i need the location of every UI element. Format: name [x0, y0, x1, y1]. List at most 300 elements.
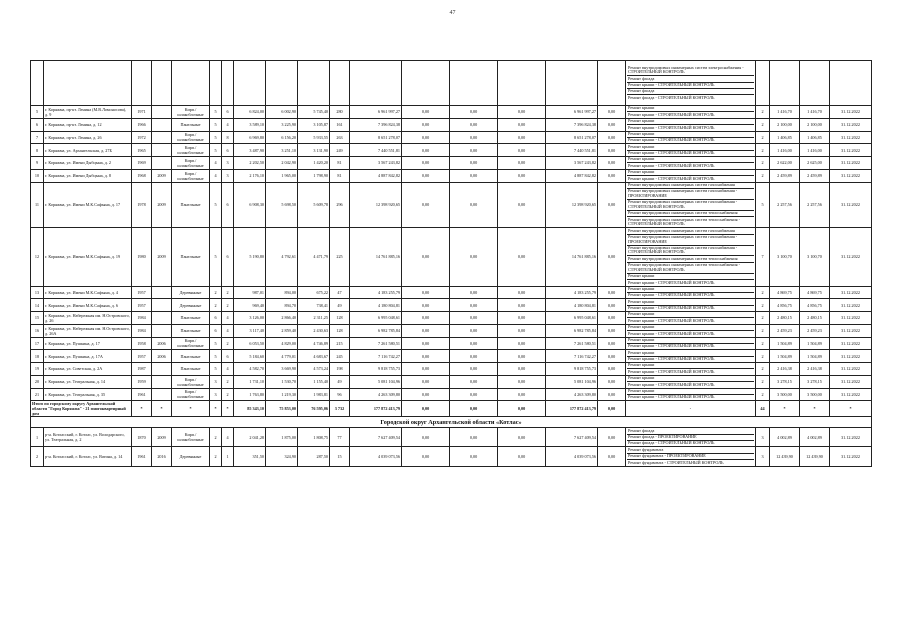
work-count-cell: 5: [756, 182, 770, 228]
entrances-cell: 3: [222, 169, 234, 182]
page-number: 47: [449, 10, 456, 16]
local-funds-cell: 0,00: [498, 324, 546, 337]
floors-cell: 5: [210, 350, 222, 363]
total-cost-cell: 4 263 309,80: [350, 388, 402, 401]
work-count-cell: 2: [756, 388, 770, 401]
other-funds-cell: 0,00: [598, 169, 626, 182]
max-unit-cost-cell: 4 856,75: [800, 299, 830, 312]
other-funds-cell: 0,00: [598, 324, 626, 337]
work-types-cell: [626, 131, 756, 144]
entrances-cell: 6: [222, 228, 234, 286]
work-item: Ремонт крыши: [627, 312, 754, 318]
deadline-cell: 31.12.2022: [830, 106, 872, 119]
living-area-cell: 894,70: [266, 299, 298, 312]
table-row: [31, 363, 872, 376]
table-row: [31, 182, 872, 228]
local-funds-cell: 0,00: [498, 375, 546, 388]
living-area-cell: 3 669,90: [266, 363, 298, 376]
work-item: Ремонт внутридомовых инженерных систем теплоснабжения: [627, 211, 754, 217]
entrances-cell: 2: [222, 375, 234, 388]
owner-funds-cell: 4 263 309,80: [546, 388, 598, 401]
wall-material-cell: Кирп./шлакоблочные: [172, 106, 210, 119]
owned-area-cell: 2 311,25: [298, 312, 330, 325]
last-repair-year-cell: [152, 286, 172, 299]
entrances-cell: 2: [222, 337, 234, 350]
last-repair-year-cell: [152, 312, 172, 325]
work-item: Ремонт внутридомовых инженерных систем газоснабжения: [627, 183, 754, 189]
residents-cell: 215: [330, 337, 350, 350]
address-cell: г. Коряжма, пр-кт. Ленина (М.В.Ломоносова), д. 9: [44, 106, 132, 119]
work-item: Ремонт крыши: [627, 132, 754, 138]
housing-repair-register-table: [30, 60, 872, 467]
other-funds-cell: 0,00: [598, 299, 626, 312]
federal-funds-cell: 0,00: [402, 350, 450, 363]
floors-cell: 3: [210, 375, 222, 388]
star-cell: *: [800, 401, 830, 417]
entrances-cell: 1: [222, 447, 234, 466]
last-repair-year-cell: [152, 106, 172, 119]
unit-cost-cell: 1 504,89: [770, 337, 800, 350]
address-cell: г. Коряжма, ул. Имени М.К.Сафьяна, д. 19: [44, 228, 132, 286]
table-row: [31, 106, 872, 119]
local-funds-cell: 0,00: [498, 157, 546, 170]
deadline-cell: 31.12.2022: [830, 363, 872, 376]
local-funds-cell: 0,00: [498, 131, 546, 144]
unit-cost-cell: 1 406,85: [770, 131, 800, 144]
regional-funds-cell: 0,00: [450, 388, 498, 401]
owned-area-cell: 4 573,24: [298, 363, 330, 376]
federal-funds-cell: 0,00: [402, 106, 450, 119]
owned-area-cell: 3 105,87: [298, 118, 330, 131]
floors-cell: 6: [210, 324, 222, 337]
living-area-cell: 324,90: [266, 447, 298, 466]
commission-year-cell: 1961: [132, 388, 152, 401]
last-repair-year-cell: [152, 388, 172, 401]
total-cost-cell: 6 995 048,61: [350, 312, 402, 325]
entrances-cell: 4: [222, 363, 234, 376]
federal-funds-cell: 0,00: [402, 375, 450, 388]
federal-funds-cell: 0,00: [402, 144, 450, 157]
owner-funds-cell: 4 183 255,79: [546, 286, 598, 299]
regional-funds-cell: 0,00: [450, 312, 498, 325]
floors-cell: 5: [210, 363, 222, 376]
regional-funds-cell: 0,00: [450, 286, 498, 299]
entrances-cell: 4: [222, 312, 234, 325]
owner-funds-cell: 7 396 824,38: [546, 118, 598, 131]
living-area-cell: 3 251,10: [266, 144, 298, 157]
owner-funds-cell: 6 995 048,61: [546, 312, 598, 325]
owner-funds-cell: 7 440 551,81: [546, 144, 598, 157]
owner-funds-cell: 8 651 278,07: [546, 131, 598, 144]
floors-cell: 5: [210, 106, 222, 119]
work-item: Ремонт крыши: [627, 144, 754, 150]
work-types-cell: [626, 447, 756, 466]
total-area-cell: 3 487,90: [234, 144, 266, 157]
max-unit-cost-cell: 4 002,89: [800, 428, 830, 447]
work-types-cell: [626, 299, 756, 312]
total-area-cell: 5 184,60: [234, 350, 266, 363]
living-area-cell: 2 866,40: [266, 312, 298, 325]
living-area-cell: 4 829,00: [266, 337, 298, 350]
living-area-cell: 5 698,50: [266, 182, 298, 228]
federal-funds-cell: 0,00: [402, 388, 450, 401]
floors-cell: 4: [210, 169, 222, 182]
regional-funds-cell: 0,00: [450, 363, 498, 376]
other-funds-cell: 0,00: [598, 312, 626, 325]
total-budget-cell: 0,00: [450, 401, 498, 417]
local-funds-cell: 0,00: [498, 428, 546, 447]
living-area-cell: 4 792,61: [266, 228, 298, 286]
owner-funds-cell: 7 627 409,54: [546, 428, 598, 447]
other-funds-cell: 0,00: [598, 388, 626, 401]
total-area-cell: 1 731,10: [234, 375, 266, 388]
total-works-dash: -: [626, 401, 756, 417]
local-funds-cell: 0,00: [498, 118, 546, 131]
table-row: [31, 388, 872, 401]
federal-funds-cell: 0,00: [402, 337, 450, 350]
work-count-cell: 2: [756, 286, 770, 299]
work-item: Ремонт крыши - СТРОИТЕЛЬНЫЙ КОНТРОЛЬ: [628, 150, 715, 156]
residents-cell: 280: [330, 106, 350, 119]
commission-year-cell: 1978: [132, 182, 152, 228]
work-item: Ремонт крыши: [627, 106, 754, 112]
row-number-cell: 20: [31, 375, 44, 388]
local-funds-cell: 0,00: [498, 106, 546, 119]
unit-cost-cell: 3 100,70: [770, 228, 800, 286]
other-funds-cell: 0,00: [598, 350, 626, 363]
deadline-cell: 31.12.2022: [830, 428, 872, 447]
commission-year-cell: 1968: [132, 169, 152, 182]
total-cost-cell: 7 396 824,38: [350, 118, 402, 131]
work-item: Ремонт крыши - СТРОИТЕЛЬНЫЙ КОНТРОЛЬ: [628, 368, 715, 374]
unit-cost-cell: 2 459,23: [770, 324, 800, 337]
commission-year-cell: 1961: [132, 447, 152, 466]
residents-cell: 296: [330, 182, 350, 228]
entrances-cell: 4: [222, 324, 234, 337]
total-cost-cell: 7 627 409,54: [350, 428, 402, 447]
work-item: Ремонт внутридомовых инженерных систем газоснабжения - СТРОИТЕЛЬНЫЙ КОНТРОЛЬ: [627, 200, 754, 211]
max-unit-cost-cell: 1 406,85: [800, 131, 830, 144]
federal-funds-cell: 0,00: [402, 182, 450, 228]
local-funds-cell: 0,00: [498, 312, 546, 325]
wall-material-cell: Кирп./шлакоблочные: [172, 375, 210, 388]
deadline-cell: 31.12.2022: [830, 375, 872, 388]
row-number-cell: 16: [31, 324, 44, 337]
work-item: Ремонт фасада - ПРОЕКТИРОВАНИЕ: [627, 435, 754, 441]
total-area-cell: 351,50: [234, 447, 266, 466]
wall-material-cell: Панельные: [172, 324, 210, 337]
commission-year-cell: 1987: [132, 363, 152, 376]
wall-material-cell: Кирп./шлакоблочные: [172, 388, 210, 401]
regional-funds-cell: 0,00: [450, 350, 498, 363]
work-item: Ремонт крыши: [627, 363, 754, 369]
entrances-cell: 6: [222, 106, 234, 119]
work-count-cell: 2: [756, 299, 770, 312]
work-item: Ремонт крыши - СТРОИТЕЛЬНЫЙ КОНТРОЛЬ: [628, 292, 715, 298]
last-repair-year-cell: [152, 375, 172, 388]
total-area-cell: 2 202,50: [234, 157, 266, 170]
last-repair-year-cell: [152, 324, 172, 337]
row-number-cell: 5: [31, 106, 44, 119]
unit-cost-cell: 4 869,75: [770, 286, 800, 299]
address-cell: р-н. Котласский, г. Котлас, ул. Ватина, д. 14: [44, 447, 132, 466]
owner-funds-cell: 12 398 920,65: [546, 182, 598, 228]
total-cost-cell: 5 081 104,96: [350, 375, 402, 388]
owner-funds-cell: 9 818 755,73: [546, 363, 598, 376]
work-item: Ремонт фасада - СТРОИТЕЛЬНЫЙ КОНТРОЛЬ: [628, 440, 715, 446]
address-cell: г. Коряжма, ул. Имени М.К.Сафьяна, д. 4: [44, 286, 132, 299]
address-cell: г. Коряжма, пр-кт. Ленина, д. 12: [44, 118, 132, 131]
max-unit-cost-cell: 4 869,75: [800, 286, 830, 299]
unit-cost-cell: 4 856,75: [770, 299, 800, 312]
total-area-cell: 2 176,10: [234, 169, 266, 182]
work-item: Ремонт внутридомовых инженерных систем теплоснабжения - СТРОИТЕЛЬНЫЙ КОНТРОЛЬ: [627, 263, 754, 274]
floors-cell: 6: [210, 312, 222, 325]
wall-material-cell: Кирп./шлакоблочные: [172, 157, 210, 170]
regional-funds-cell: 0,00: [450, 324, 498, 337]
work-item: Ремонт фасада: [627, 428, 754, 434]
regional-funds-cell: 0,00: [450, 157, 498, 170]
table-row: [31, 428, 872, 447]
residents-cell: 81: [330, 157, 350, 170]
address-cell: г. Коряжма, ул. Имени Дыбцына, д. 8: [44, 169, 132, 182]
regional-funds-cell: 0,00: [450, 118, 498, 131]
address-cell: г. Коряжма, ул. Пушкина, д. 17: [44, 337, 132, 350]
table-row: [31, 118, 872, 131]
last-repair-year-cell: 2016: [152, 447, 172, 466]
total-cost-cell: 4 039 073,56: [350, 447, 402, 466]
total-cost-cell: 14 761 885,16: [350, 228, 402, 286]
floors-cell: 5: [210, 118, 222, 131]
owned-area-cell: 3 131,90: [298, 144, 330, 157]
total-residents: 3 732: [330, 401, 350, 417]
address-cell: г. Коряжма, ул. Имени М.К.Сафьяна, д. 17: [44, 182, 132, 228]
regional-funds-cell: 0,00: [450, 375, 498, 388]
row-number-cell: 12: [31, 228, 44, 286]
table-row: [31, 350, 872, 363]
owned-area-cell: 1 798,90: [298, 169, 330, 182]
work-item: Ремонт внутридомовых инженерных систем теплоснабжения: [627, 256, 754, 262]
work-types-cell: [626, 182, 756, 228]
total-area-cell: 4 582,70: [234, 363, 266, 376]
unit-cost-cell: 2 100,00: [770, 118, 800, 131]
work-types-cell: [626, 350, 756, 363]
table-row: [31, 324, 872, 337]
work-count-cell: 2: [756, 131, 770, 144]
row-number-cell: 6: [31, 118, 44, 131]
residents-cell: 128: [330, 324, 350, 337]
total-area-cell: 3 589,10: [234, 118, 266, 131]
table-row: [31, 299, 872, 312]
commission-year-cell: 1971: [132, 106, 152, 119]
federal-funds-cell: 0,00: [402, 428, 450, 447]
row-number-cell: 10: [31, 169, 44, 182]
max-unit-cost-cell: 2 257,56: [800, 182, 830, 228]
owned-area-cell: 4 746,89: [298, 337, 330, 350]
commission-year-cell: 1958: [132, 337, 152, 350]
work-types-cell: [626, 61, 756, 106]
max-unit-cost-cell: 2 625,00: [800, 157, 830, 170]
living-area-cell: 3 225,90: [266, 118, 298, 131]
federal-funds-cell: 0,00: [402, 286, 450, 299]
work-item: Ремонт крыши: [627, 376, 754, 382]
wall-material-cell: Панельные: [172, 118, 210, 131]
regional-funds-cell: 0,00: [450, 428, 498, 447]
commission-year-cell: 1980: [132, 228, 152, 286]
star-cell: *: [210, 401, 222, 417]
total-cost-cell: 6 982 785,84: [350, 324, 402, 337]
total-area-cell: 987,01: [234, 286, 266, 299]
regional-funds-cell: 0,00: [450, 182, 498, 228]
federal-funds-cell: 0,00: [402, 447, 450, 466]
total-cost-cell: 7 261 580,51: [350, 337, 402, 350]
work-item: Ремонт крыши - СТРОИТЕЛЬНЫЙ КОНТРОЛЬ: [628, 330, 715, 336]
owned-area-cell: 2 430,63: [298, 324, 330, 337]
owner-funds-cell: 7 116 742,27: [546, 350, 598, 363]
entrances-cell: 8: [222, 131, 234, 144]
commission-year-cell: 1966: [132, 118, 152, 131]
work-count-cell: 2: [756, 157, 770, 170]
last-repair-year-cell: [152, 157, 172, 170]
star-cell: *: [132, 401, 152, 417]
wall-material-cell: Кирп./шлакоблочные: [172, 428, 210, 447]
total-area-cell: 75 853,00: [266, 401, 298, 417]
max-unit-cost-cell: 3 500,00: [800, 388, 830, 401]
living-area-cell: 1 965,00: [266, 169, 298, 182]
living-area-cell: 6 002,90: [266, 106, 298, 119]
federal-funds-cell: 0,00: [402, 312, 450, 325]
wall-material-cell: Кирп./шлакоблочные: [172, 169, 210, 182]
owner-funds-cell: 14 761 885,16: [546, 228, 598, 286]
floors-cell: 5: [210, 131, 222, 144]
address-cell: г. Коряжма, ул. Имени Дыбцына, д. 2: [44, 157, 132, 170]
address-cell: г. Коряжма, ул. Театральная, д. 35: [44, 388, 132, 401]
owned-area-cell: 5 609,78: [298, 182, 330, 228]
work-item: Ремонт внутридомовых инженерных систем газоснабжения - ПРОЕКТИРОВАНИЕ: [627, 235, 754, 246]
federal-funds-cell: 0,00: [402, 169, 450, 182]
owner-funds-cell: 6 961 997,27: [546, 106, 598, 119]
deadline-cell: 31.12.2022: [830, 388, 872, 401]
other-funds-cell: 0,00: [598, 363, 626, 376]
last-repair-year-cell: 2009: [152, 428, 172, 447]
total-area-cell: 6 969,80: [234, 131, 266, 144]
last-repair-year-cell: [152, 363, 172, 376]
living-area-cell: 4 779,01: [266, 350, 298, 363]
address-cell: р-н. Котласский, г. Котлас, ул. Володарского, ул. Театральная, д. 2: [44, 428, 132, 447]
other-funds-cell: 0,00: [598, 286, 626, 299]
work-count-cell: 2: [756, 106, 770, 119]
owned-area-cell: 5 745,40: [298, 106, 330, 119]
last-repair-year-cell: [152, 144, 172, 157]
owner-funds-cell: 4 180 804,81: [546, 299, 598, 312]
owned-area-cell: 5 933,55: [298, 131, 330, 144]
federal-funds-cell: 0,00: [402, 131, 450, 144]
unit-cost-cell: 12 439,90: [770, 447, 800, 466]
federal-funds-cell: 0,00: [402, 157, 450, 170]
work-item: Ремонт крыши: [627, 299, 754, 305]
floors-cell: 5: [210, 337, 222, 350]
address-cell: г. Коряжма, ул. Набережная им. Н.Островского, д. 26: [45, 312, 130, 323]
address-cell: г. Коряжма, ул. Театральная, д. 14: [44, 375, 132, 388]
wall-material-cell: Панельные: [172, 228, 210, 286]
table-row: [31, 228, 872, 286]
entrances-cell: 6: [222, 350, 234, 363]
unit-cost-cell: 1 504,89: [770, 350, 800, 363]
work-item: Ремонт крыши: [627, 274, 754, 280]
work-item: Ремонт фасада - СТРОИТЕЛЬНЫЙ КОНТРОЛЬ: [628, 94, 715, 100]
total-cost-cell: 8 651 278,07: [350, 131, 402, 144]
floors-cell: 2: [210, 447, 222, 466]
residents-cell: 161: [330, 118, 350, 131]
work-item: Ремонт внутридомовых инженерных систем электроснабжения - СТРОИТЕЛЬНЫЙ КОНТРОЛЬ: [627, 65, 754, 76]
table-row: [31, 337, 872, 350]
local-funds-cell: 0,00: [498, 388, 546, 401]
max-unit-cost-cell: 1 416,00: [800, 144, 830, 157]
total-cost-cell: 4 887 842,82: [350, 169, 402, 182]
work-count-cell: 2: [756, 169, 770, 182]
federal-funds-cell: 0,00: [402, 118, 450, 131]
deadline-cell: 31.12.2022: [830, 299, 872, 312]
address-cell: г. Коряжма, ул. Имени М.К.Сафьяна, д. 6: [44, 299, 132, 312]
work-item: Ремонт крыши: [627, 325, 754, 331]
owner-funds-cell: 3 567 243,82: [546, 157, 598, 170]
row-number-cell: 7: [31, 131, 44, 144]
work-item: Ремонт крыши: [627, 338, 754, 344]
work-item: Ремонт крыши - СТРОИТЕЛЬНЫЙ КОНТРОЛЬ: [628, 356, 715, 362]
max-unit-cost-cell: 1 416,70: [800, 106, 830, 119]
other-funds-cell: 0,00: [598, 337, 626, 350]
total-cost-cell: 12 398 920,65: [350, 182, 402, 228]
deadline-cell: 31.12.2022: [830, 350, 872, 363]
wall-material-cell: Панельные: [172, 312, 210, 325]
table-row: [31, 157, 872, 170]
other-funds-cell: 0,00: [598, 228, 626, 286]
local-funds-cell: 0,00: [498, 350, 546, 363]
work-count-cell: 2: [756, 375, 770, 388]
work-item: Ремонт внутридомовых инженерных систем газоснабжения - ПРОЕКТИРОВАНИЕ: [627, 189, 754, 200]
total-area-cell: 1 763,80: [234, 388, 266, 401]
commission-year-cell: 1957: [132, 299, 152, 312]
unit-cost-cell: 1 416,00: [770, 144, 800, 157]
regional-funds-cell: 0,00: [450, 299, 498, 312]
total-cost-cell: 7 116 742,27: [350, 350, 402, 363]
unit-cost-cell: 4 002,89: [770, 428, 800, 447]
star-cell: *: [770, 401, 800, 417]
deadline-cell: 31.12.2022: [830, 118, 872, 131]
regional-funds-cell: 0,00: [450, 337, 498, 350]
owned-area-cell: 675,22: [298, 286, 330, 299]
federal-funds-cell: 0,00: [402, 299, 450, 312]
row-number-cell: 18: [31, 350, 44, 363]
residents-cell: 198: [330, 363, 350, 376]
work-item: Ремонт крыши - СТРОИТЕЛЬНЫЙ КОНТРОЛЬ: [628, 137, 715, 143]
unit-cost-cell: 2 459,89: [770, 169, 800, 182]
max-unit-cost-cell: 2 480,15: [800, 312, 830, 325]
deadline-cell: 31.12.2022: [830, 312, 872, 325]
star-cell: *: [152, 401, 172, 417]
last-repair-year-cell: [152, 299, 172, 312]
work-item: Ремонт фундамента - ПРОЕКТИРОВАНИЕ: [627, 454, 754, 460]
owned-area-cell: 287,50: [298, 447, 330, 466]
work-item: Ремонт крыши: [627, 119, 754, 125]
deadline-cell: 31.12.2022: [830, 286, 872, 299]
total-cost-cell: 3 567 243,82: [350, 157, 402, 170]
owner-funds-cell: 4 887 842,82: [546, 169, 598, 182]
work-item: Ремонт крыши: [627, 287, 754, 293]
work-types-cell: [626, 169, 756, 182]
local-funds-cell: 0,00: [498, 337, 546, 350]
work-item: Ремонт крыши: [627, 157, 754, 163]
